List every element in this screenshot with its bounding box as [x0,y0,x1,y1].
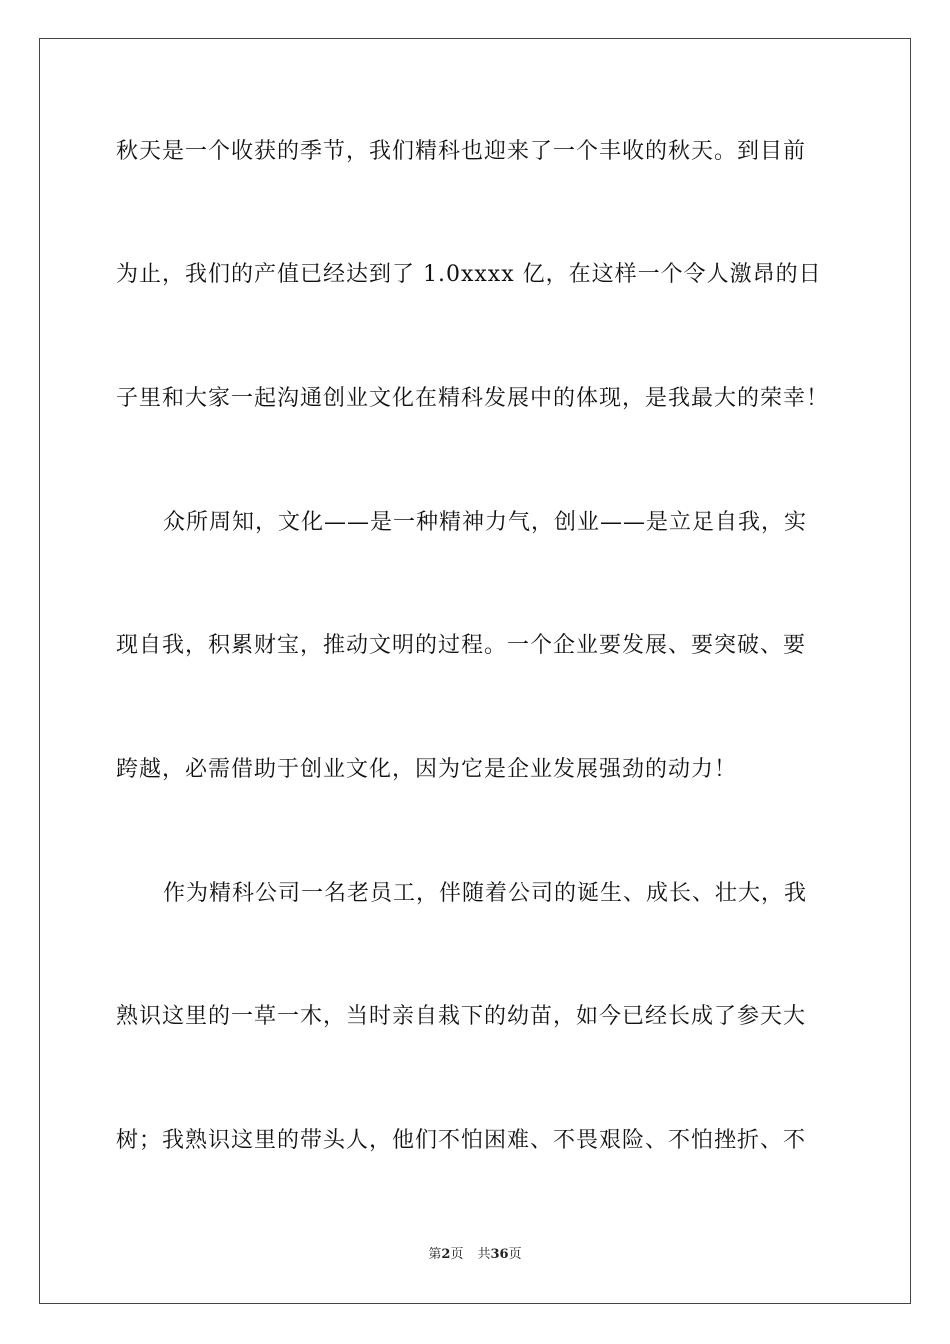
text-line: 为止，我们的产值已经达到了 1.0xxxx 亿，在这样一个令人激昂的日 [116,262,822,287]
text-line: 子里和大家一起沟通创业文化在精科发展中的体现，是我最大的荣幸！ [116,386,830,411]
text-line: 熟识这里的一草一木，当时亲自栽下的幼苗，如今已经长成了参天大 [116,1004,807,1029]
page-number: 2 [441,1247,451,1262]
text-line: 秋天是一个收获的季节，我们精科也迎来了一个丰收的秋天。到目前 [116,139,807,164]
total-prefix: 共 [477,1247,491,1262]
page-suffix: 页 [450,1247,464,1262]
text-line-indented: 众所周知，文化——是一种精神力气，创业——是立足自我，实 [163,510,808,535]
page-prefix: 第 [428,1247,442,1262]
total-suffix: 页 [508,1247,522,1262]
text-line: 现自我，积累财宝，推动文明的过程。一个企业要发展、要突破、要 [116,633,807,658]
text-line-indented: 作为精科公司一名老员工，伴随着公司的诞生、成长、壮大，我 [163,881,808,906]
page-border [39,38,911,1304]
total-pages: 36 [490,1247,509,1262]
page-footer [0,1246,950,1264]
text-line: 树；我熟识这里的带头人，他们不怕困难、不畏艰险、不怕挫折、不 [116,1128,807,1153]
text-line: 跨越，必需借助于创业文化，因为它是企业发展强劲的动力！ [116,757,738,782]
